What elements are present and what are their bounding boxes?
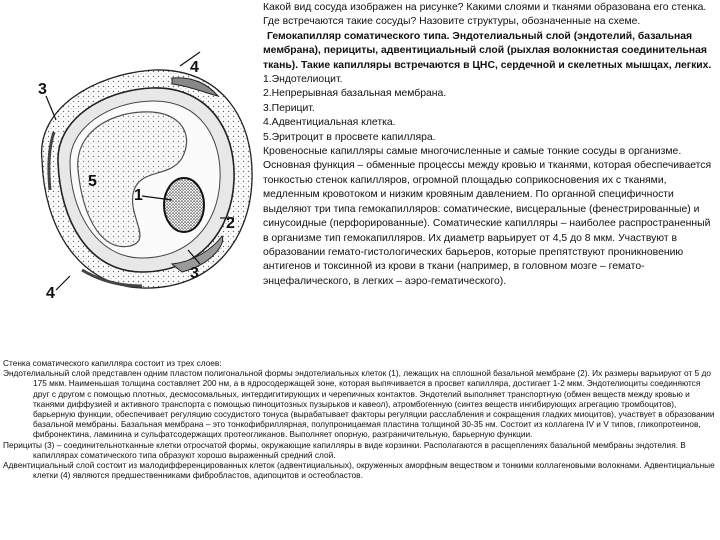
answer-column [263, 1, 715, 289]
structure-item-4: 4.Адвентициальная клетка. [263, 117, 396, 129]
structure-item-2: 2.Непрерывная базальная мембрана. [263, 88, 447, 100]
endothelial-layer-paragraph: Эндотелиальный слой представлен одним пластом полигональной формы эндотелиальных клеток (1), лежащих на сплошной базальной мембране (2). Их размеры варьируют от 5 до 175 мкм. Наименьшая толщина составляет 200 нм, а в ядросодержащей зоне, которая выпячивается в просвет капилляра, достигает 1-2 мкм. Эндотелиоциты соединяются друг с другом с помощью плотных, десмосомальных, интердигитирующих и черепичных контактов. Эндотелий выполняет транспортную (обмен веществ между кровью и тканями диффузией и активного транспорта с помощью пиноцитозных пузырьков и кавеол), атромбогенную (синтез веществ ингибирующих агрегацию тромбоцитов), барьерную функции, обеспечивает регуляцию сосудистого тонуса (вырабатывает факторы регуляции расслабления и сокращения гладких миоцитов), участвует в образовании базальной мембраны. Базальная мембрана – это тонкофибриллярная, полупроницаемая пластина толщиной 30-35 нм. Состоит из коллагена IV и V типов, гликопротеинов, фибронектина, ламинина и сульфатсодержащих протеогликанов. Выполняет опорную, разграничительную, барьерную функции. [3, 368, 715, 440]
label-5: 5 [88, 173, 97, 190]
endothelial-nucleus [164, 178, 204, 232]
wall-layers-section [3, 358, 715, 480]
label-1: 1 [134, 187, 143, 204]
label-3-bottom: 3 [190, 265, 199, 282]
structure-item-3: 3.Перицит. [263, 102, 315, 114]
description-text: Кровеносные капилляры самые многочисленные и самые тонкие сосуды в организме. Основная функция – обменные процессы между кровью и тканями, которая обеспечивается тонкостью стенок капилляров, огромной площадью соприкосновения их с тканями, медленным кровотоком и низким кровяным давлением. По органной специфичности выделяют три типа гемокапилляров: соматические, висцеральные (фенестрированные) и синусоидные (перфорированные). Соматические капилляры – наиболее распространенный в организме тип гемокапилляров. Их диаметр варьирует от 4,5 до 8 мкм. Участвуют в образовании гемато-гистологических барьеров, которые препятствуют проникновению антигенов и токсинной из крови в ткани (например, в головном мозге – гемато-энцефалического, в легких – аэро-гематического). [263, 146, 712, 287]
answer-heading: Гемокапилляр соматического типа. Эндотелиальный слой (эндотелий, базальная мембрана), перициты, адвентициальный слой (рыхлая волокнистая соединительная ткань). Такие капилляры встречаются в ЦНС, сердечной и скелетных мышцах, легких. [263, 30, 712, 71]
label-3-left: 3 [38, 81, 47, 98]
section-intro: Стенка соматического капилляра состоит из трех слоев: [3, 358, 222, 368]
leader-line [56, 276, 70, 290]
leader-line [46, 96, 56, 120]
label-4-top: 4 [190, 59, 199, 76]
structure-item-1: 1.Эндотелиоцит. [263, 74, 343, 86]
label-4-bottom: 4 [46, 285, 55, 302]
structure-item-5: 5.Эритроцит в просвете капилляра. [263, 131, 436, 143]
pericytes-paragraph: Перициты (3) – соединительнотканные клетки отросчатой формы, окружающие капилляры в виде корзинки. Располагаются в расщеплениях базальной мембраны эндотелия. В капиллярах соматического типа образуют хорошо выраженный средний слой. [3, 439, 686, 460]
capillary-diagram [22, 50, 260, 308]
capillary-drawing [22, 50, 260, 308]
adventitial-layer-paragraph: Адвентициальный слой состоит из малодифференцированных клеток (адвентициальных), окруженных аморфным веществом и тонкими коллагеновыми волокнами. Адвентициальные клетки (4) являются предшественниками фибробластов, адипоцитов и остеобластов. [3, 460, 715, 481]
label-2: 2 [226, 215, 235, 232]
question-text: Какой вид сосуда изображен на рисунке? Какими слоями и тканями образована его стенка. Где встречаются такие сосуды? Назовите структуры, обозначенные на схеме. [263, 2, 707, 28]
